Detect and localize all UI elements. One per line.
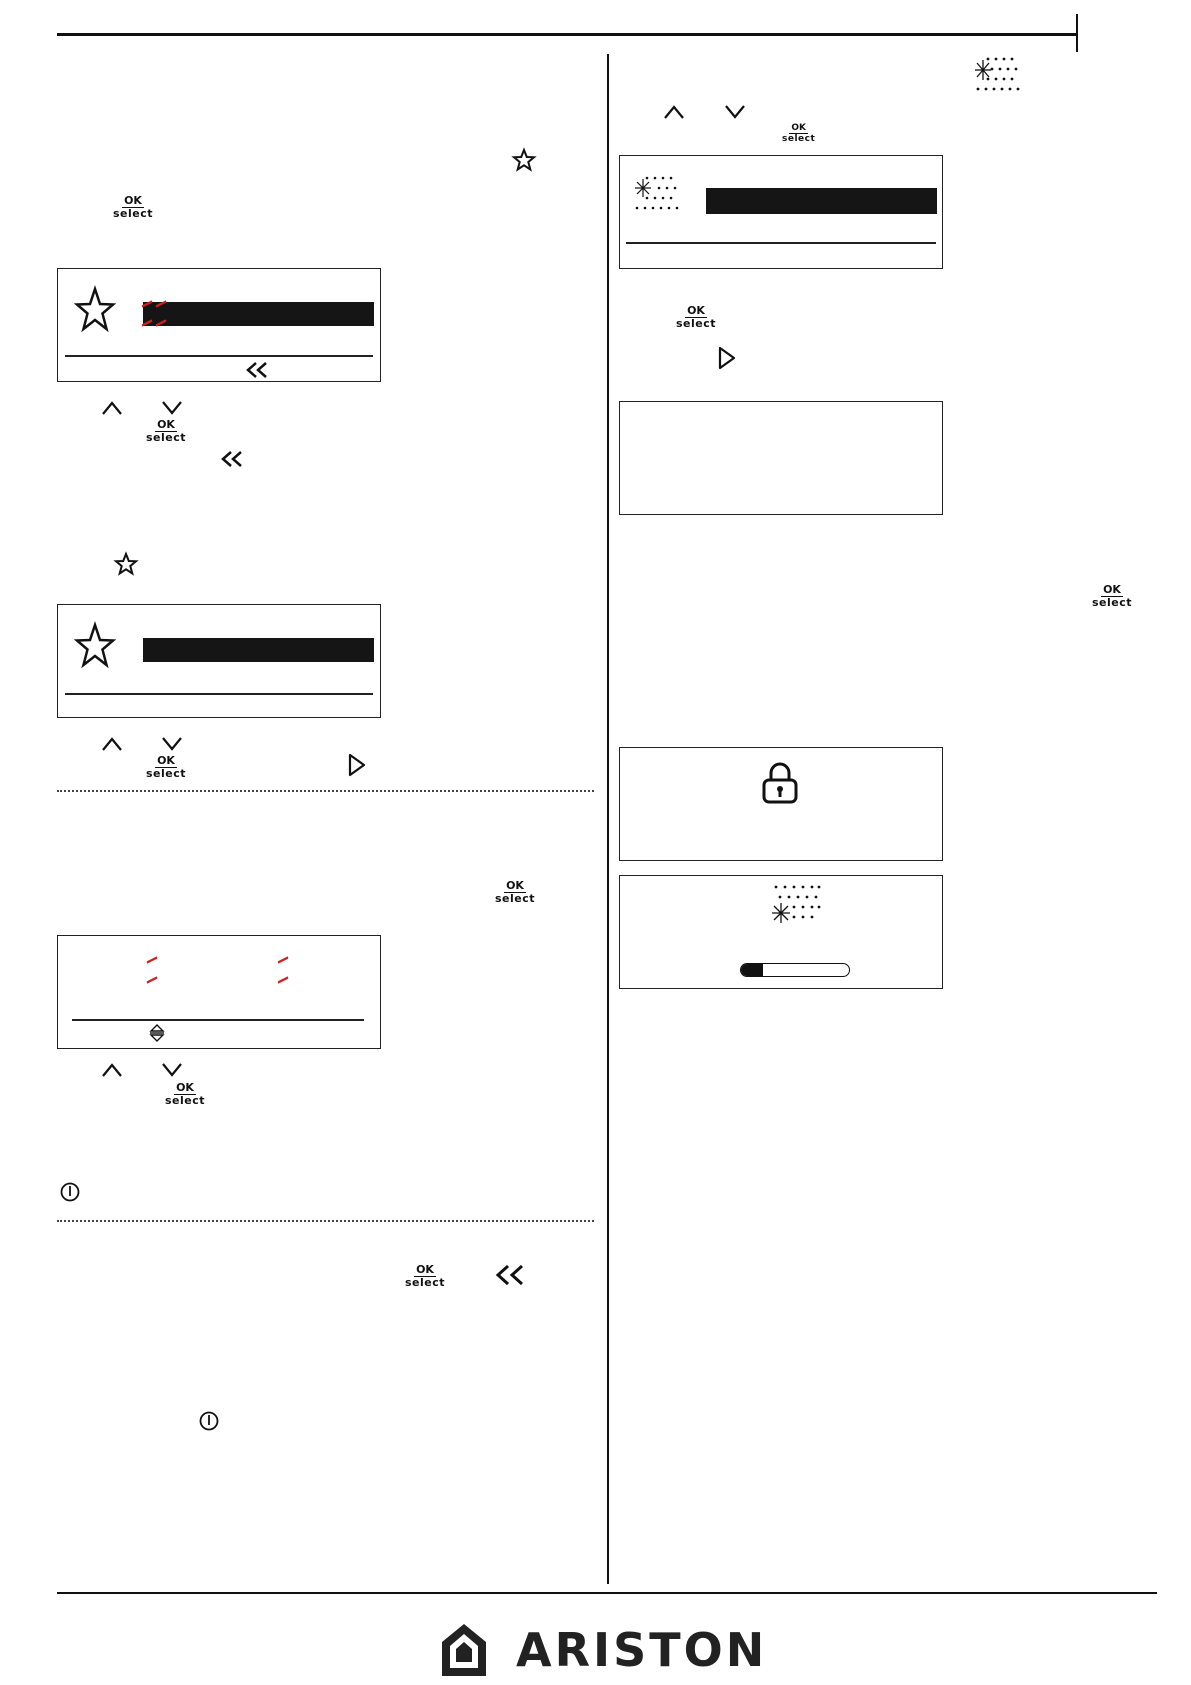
ok-select-key[interactable] — [146, 756, 186, 779]
chevron-up-icon[interactable] — [101, 1062, 123, 1078]
screen-divider — [65, 693, 373, 695]
header-tick — [1076, 14, 1078, 52]
play-triangle-icon[interactable] — [348, 753, 366, 777]
progress-bar-fill — [741, 964, 763, 976]
ok-label: OK — [416, 1263, 434, 1276]
ok-label: OK — [1103, 583, 1121, 596]
select-label: select — [146, 767, 187, 780]
ok-select-key[interactable] — [676, 306, 716, 329]
double-chevron-left-icon — [245, 361, 269, 379]
selection-bar — [143, 302, 374, 326]
chevron-up-icon[interactable] — [663, 104, 685, 120]
selection-bar — [143, 638, 374, 662]
chevron-down-icon[interactable] — [161, 736, 183, 752]
cursor-mark — [142, 301, 153, 307]
ok-label: OK — [506, 879, 524, 892]
snowflake-dots-icon — [633, 174, 681, 214]
cursor-mark — [142, 320, 153, 326]
ok-select-key[interactable] — [1092, 585, 1132, 608]
header-rule — [57, 33, 1077, 36]
cursor-mark — [278, 977, 289, 983]
snowflake-dots-icon — [974, 56, 1022, 96]
display-screen-set-time — [57, 935, 381, 1049]
cursor-mark — [156, 301, 167, 307]
screen-divider — [626, 242, 936, 244]
footer-rule — [57, 1592, 1157, 1594]
brand-logo — [440, 1618, 800, 1682]
power-icon[interactable] — [60, 1182, 80, 1202]
select-label: select — [1092, 596, 1133, 609]
ariston-house-icon — [440, 1622, 488, 1678]
select-label: select — [495, 892, 536, 905]
cursor-mark — [147, 957, 158, 963]
display-screen-favourites-edit — [57, 268, 381, 382]
screen-divider — [72, 1019, 364, 1021]
ok-select-key[interactable] — [165, 1083, 205, 1106]
screen-divider — [65, 355, 373, 357]
display-screen-progress — [619, 875, 943, 989]
power-icon[interactable] — [199, 1411, 219, 1431]
display-screen-favourites — [57, 604, 381, 718]
ok-select-key[interactable] — [146, 420, 186, 443]
play-triangle-icon[interactable] — [718, 346, 736, 370]
ok-label: OK — [176, 1081, 194, 1094]
double-chevron-left-icon[interactable] — [494, 1264, 526, 1286]
cursor-mark — [278, 957, 289, 963]
cursor-mark — [156, 320, 167, 326]
select-label: select — [165, 1094, 206, 1107]
star-icon — [75, 287, 115, 333]
display-screen-special-functions — [619, 155, 943, 269]
column-divider — [607, 54, 609, 1584]
chevron-down-icon[interactable] — [161, 1062, 183, 1078]
ok-label: OK — [124, 194, 142, 207]
ok-label: OK — [157, 418, 175, 431]
select-label: select — [782, 134, 816, 144]
cursor-mark — [147, 977, 158, 983]
section-separator — [57, 790, 594, 792]
lock-icon — [761, 762, 799, 804]
select-label: select — [676, 317, 717, 330]
ok-select-key[interactable] — [405, 1265, 445, 1288]
selection-bar — [706, 188, 937, 214]
select-label: select — [113, 207, 154, 220]
star-icon — [512, 148, 536, 172]
ok-label: OK — [157, 754, 175, 767]
ok-label: OK — [687, 304, 705, 317]
star-icon — [75, 623, 115, 669]
ok-select-key[interactable] — [495, 881, 535, 904]
display-screen-lock — [619, 747, 943, 861]
progress-bar — [740, 963, 850, 977]
star-icon — [114, 552, 138, 576]
ok-select-key[interactable] — [782, 124, 815, 143]
up-down-arrows-icon — [149, 1024, 165, 1042]
snowflake-dots-icon — [770, 884, 822, 926]
chevron-down-icon[interactable] — [724, 104, 746, 120]
select-label: select — [146, 431, 187, 444]
display-screen-blank — [619, 401, 943, 515]
brand-name: ARISTON — [516, 1623, 768, 1677]
ok-label: OK — [791, 123, 806, 133]
select-label: select — [405, 1276, 446, 1289]
section-separator — [57, 1220, 594, 1222]
chevron-down-icon[interactable] — [161, 400, 183, 416]
chevron-up-icon[interactable] — [101, 400, 123, 416]
chevron-up-icon[interactable] — [101, 736, 123, 752]
double-chevron-left-icon[interactable] — [220, 450, 244, 468]
ok-select-key[interactable] — [113, 196, 153, 219]
